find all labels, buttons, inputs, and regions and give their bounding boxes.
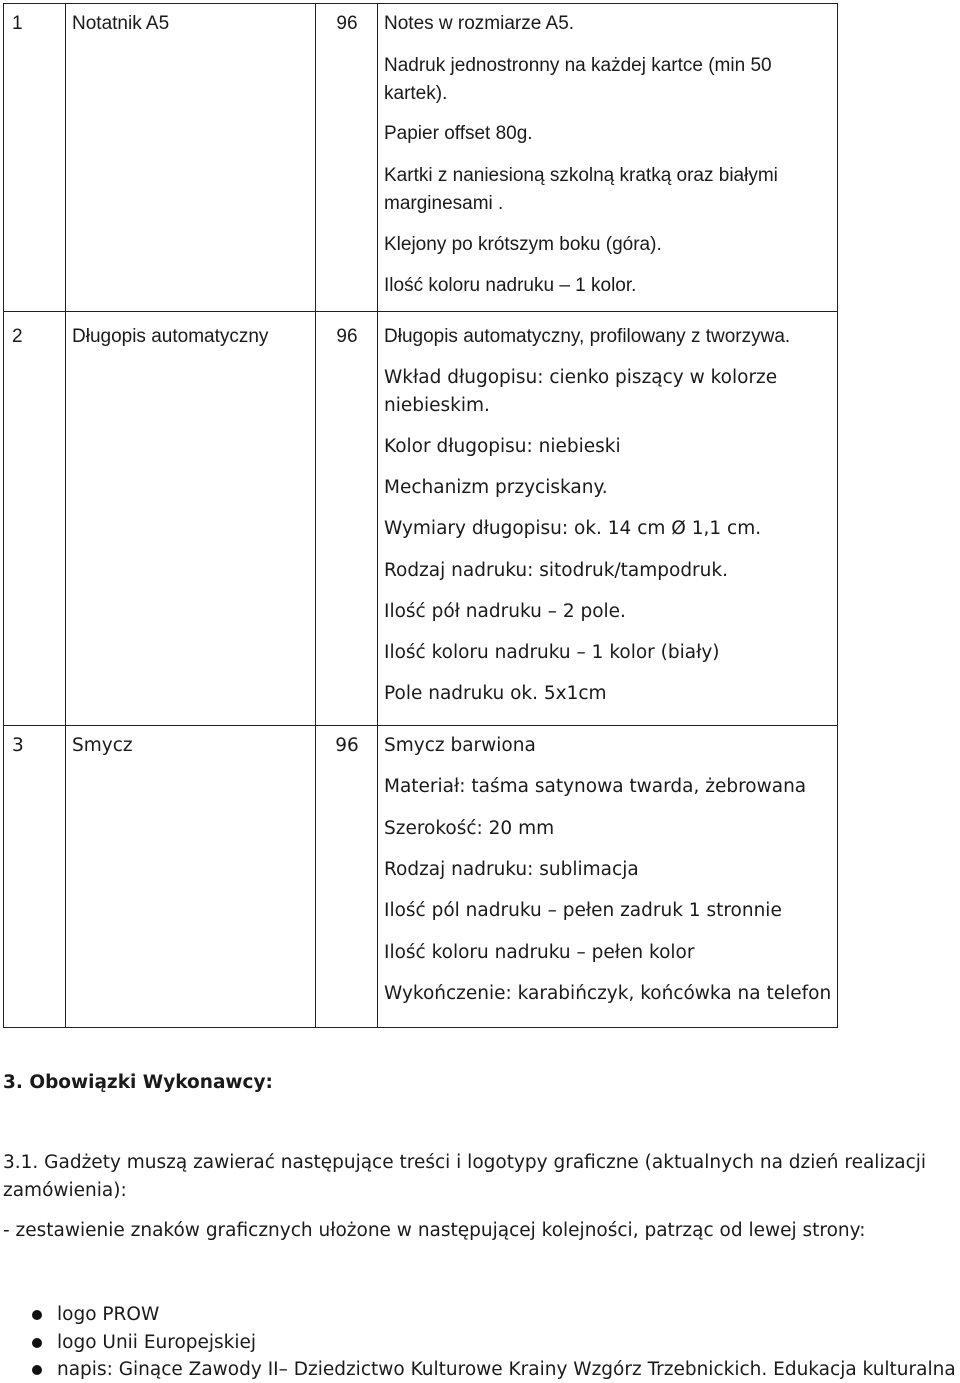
paragraph-line: - zestawienie znaków graficznych ułożone w następującej kolejności, patrząc od lewej strony: — [3, 1220, 866, 1241]
description-line: kartek). — [384, 83, 448, 104]
description-line: Kolor długopisu: niebieski — [384, 436, 621, 457]
product-name-cell — [66, 312, 316, 726]
table-row — [4, 726, 838, 1028]
description-line: Ilość pól nadruku – pełen zadruk 1 stronnie — [384, 900, 782, 921]
quantity-cell — [316, 312, 378, 726]
description-line: Szerokość: 20 mm — [384, 818, 555, 839]
table-row — [4, 4, 838, 312]
product-name: Długopis automatyczny — [72, 326, 269, 347]
description-line: Notes w rozmiarze A5. — [384, 13, 575, 34]
paragraph-line: zamówienia): — [3, 1180, 127, 1201]
description-cell — [378, 726, 838, 1028]
description-line: Ilość koloru nadruku – 1 kolor (biały) — [384, 642, 720, 663]
bullet-icon — [32, 1365, 42, 1375]
description-line: Kartki z naniesioną szkolną kratką oraz białymi — [384, 165, 778, 186]
description-line: niebieskim. — [384, 395, 490, 416]
product-spec-table — [3, 3, 838, 1028]
description-line: Wkład długopisu: cienko piszący w kolorze — [384, 367, 778, 388]
quantity-cell — [316, 4, 378, 312]
bullet-icon — [32, 1338, 42, 1348]
description-cell — [378, 4, 838, 312]
description-line: Długopis automatyczny, profilowany z tworzywa. — [384, 326, 791, 347]
product-name: Notatnik A5 — [72, 13, 170, 34]
description-line: Rodzaj nadruku: sitodruk/tampodruk. — [384, 560, 728, 581]
description-line: Nadruk jednostronny na każdej kartce (min 50 — [384, 55, 772, 76]
description-cell — [378, 312, 838, 726]
description-line: Wymiary długopisu: ok. 14 cm Ø 1,1 cm. — [384, 518, 762, 539]
product-name-cell — [66, 4, 316, 312]
list-item-text: logo PROW — [57, 1304, 160, 1325]
row-number-cell — [4, 312, 66, 726]
description-line: Smycz barwiona — [384, 735, 536, 756]
description-line: Materiał: taśma satynowa twarda, żebrowana — [384, 776, 807, 797]
list-item-text: napis: Ginące Zawody II– Dziedzictwo Kulturowe Krainy Wzgórz Trzebnickich. Edukacja kulturalna — [57, 1359, 956, 1380]
table-row — [4, 312, 838, 726]
row-number-cell — [4, 726, 66, 1028]
list-item-text: logo Unii Europejskiej — [57, 1332, 257, 1353]
description-line: Wykończenie: karabińczyk, końcówka na telefon — [384, 983, 832, 1004]
description-line: marginesami . — [384, 193, 504, 214]
row-number: 3 — [12, 735, 24, 756]
description-line: Rodzaj nadruku: sublimacja — [384, 859, 639, 880]
description-line: Mechanizm przyciskany. — [384, 477, 608, 498]
description-line: Ilość koloru nadruku – pełen kolor — [384, 942, 695, 963]
description-line: Klejony po krótszym boku (góra). — [384, 234, 662, 255]
quantity: 96 — [335, 735, 359, 756]
product-name: Smycz — [72, 735, 133, 756]
description-line: Ilość koloru nadruku – 1 kolor. — [384, 275, 637, 296]
row-number-cell — [4, 4, 66, 312]
quantity: 96 — [336, 326, 358, 347]
description-line: Pole nadruku ok. 5x1cm — [384, 683, 607, 704]
description-line: Ilość pół nadruku – 2 pole. — [384, 601, 626, 622]
bullet-icon — [32, 1310, 42, 1320]
row-number: 2 — [12, 326, 23, 347]
section-heading: 3. Obowiązki Wykonawcy: — [3, 1072, 273, 1093]
paragraph-line: 3.1. Gadżety muszą zawierać następujące treści i logotypy graficzne (aktualnych na dzień realizacji — [3, 1152, 927, 1173]
product-name-cell — [66, 726, 316, 1028]
row-number: 1 — [12, 13, 23, 34]
description-line: Papier offset 80g. — [384, 123, 533, 144]
quantity: 96 — [336, 13, 358, 34]
quantity-cell — [316, 726, 378, 1028]
